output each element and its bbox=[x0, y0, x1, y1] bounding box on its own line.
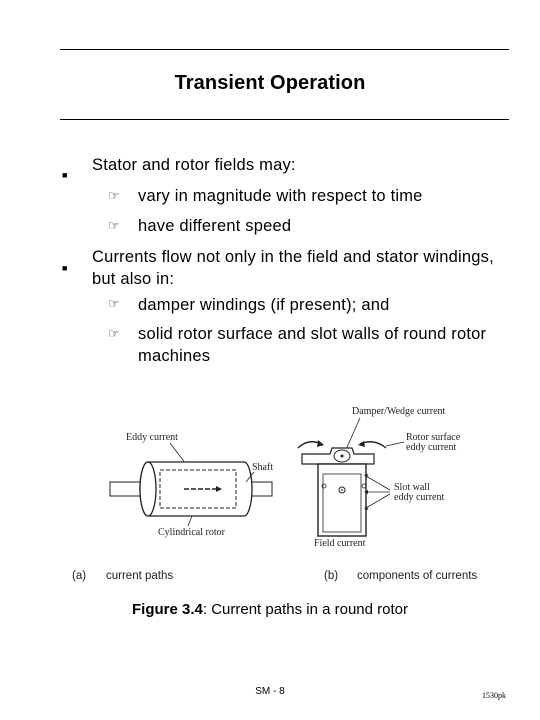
figure-number: Figure 3.4 bbox=[132, 601, 203, 618]
rotor-surface-label: Rotor surface bbox=[406, 432, 461, 443]
subbullet-text: vary in magnitude with respect to time bbox=[138, 187, 423, 205]
damper-current-label: Damper/Wedge current bbox=[352, 406, 446, 417]
pointing-hand-icon: ☞ bbox=[108, 326, 120, 341]
bullet-marker: ■ bbox=[62, 170, 68, 180]
subbullet-text: have different speed bbox=[138, 217, 292, 235]
slot-wall-label: Slot wall bbox=[394, 482, 430, 493]
leader-line bbox=[386, 442, 404, 446]
leader-line bbox=[366, 476, 390, 490]
figure-a-tag: (a) bbox=[72, 570, 87, 582]
bullet-text: Currents flow not only in the field and stator windings, but also in: bbox=[92, 248, 494, 288]
rotor-surface-label: eddy current bbox=[406, 442, 457, 453]
arrowhead bbox=[317, 440, 324, 447]
figure-a-caption: current paths bbox=[106, 570, 174, 582]
subbullet-text: damper windings (if present); and bbox=[138, 296, 390, 314]
figure-b-tag: (b) bbox=[324, 570, 339, 582]
current-dot bbox=[341, 455, 344, 458]
field-current-label: Field current bbox=[314, 538, 366, 548]
leader-line bbox=[366, 494, 390, 508]
page-number: SM - 8 bbox=[255, 686, 285, 697]
arrowhead bbox=[358, 441, 365, 447]
slot-wall-label: eddy current bbox=[394, 492, 445, 503]
figure-caption bbox=[0, 601, 540, 618]
cylindrical-rotor-diagram bbox=[100, 420, 290, 550]
bullet-text: Stator and rotor fields may: bbox=[92, 156, 296, 174]
eddy-current-label: Eddy current bbox=[126, 432, 178, 443]
title-rule bbox=[60, 119, 509, 120]
rotor-end-face bbox=[140, 462, 156, 516]
figure-caption-text: : Current paths in a round rotor bbox=[202, 601, 408, 618]
footer-code: 1530pk bbox=[482, 691, 506, 700]
current-dot bbox=[341, 489, 343, 491]
top-rule bbox=[60, 49, 509, 50]
rotor-label: Cylindrical rotor bbox=[158, 527, 225, 538]
leader-line bbox=[188, 516, 192, 526]
subbullet-text: solid rotor surface and slot walls of round rotor machines bbox=[138, 325, 487, 365]
page-title: Transient Operation bbox=[174, 72, 366, 94]
rotor-slot-diagram bbox=[290, 398, 510, 548]
rotor-slot bbox=[318, 464, 366, 536]
shaft-label: Shaft bbox=[252, 462, 274, 473]
pointing-hand-icon: ☞ bbox=[108, 188, 120, 203]
pointing-hand-icon: ☞ bbox=[108, 218, 120, 233]
pointing-hand-icon: ☞ bbox=[108, 296, 120, 311]
figure-b-caption: components of currents bbox=[357, 570, 478, 582]
bullet-marker: ■ bbox=[62, 263, 68, 273]
